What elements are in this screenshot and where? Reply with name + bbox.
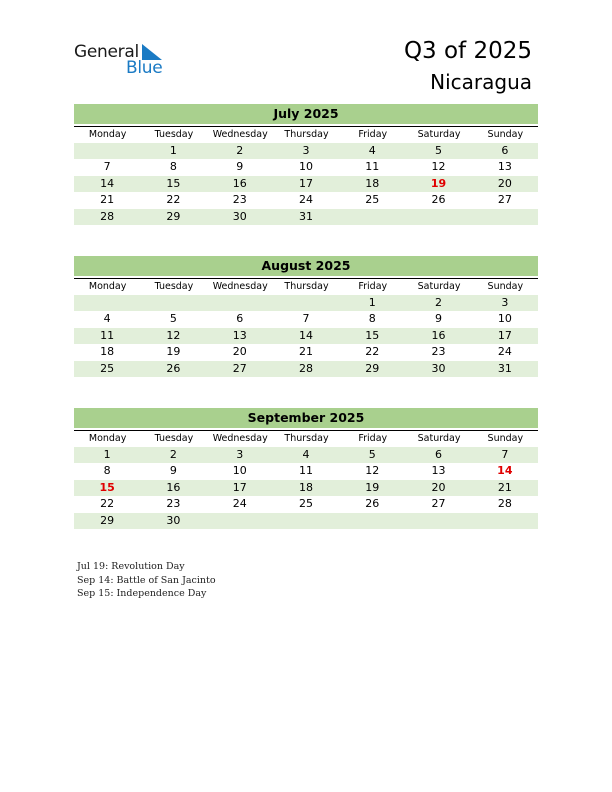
day-cell: 22: [166, 193, 181, 207]
day-cell: 2: [435, 296, 443, 309]
day-cell: 12: [166, 328, 181, 342]
weekday-label: Friday: [339, 431, 405, 447]
day-cell: 8: [103, 464, 111, 478]
week-row: [74, 447, 538, 463]
day-cell: 7: [302, 312, 310, 326]
week-row: [74, 159, 538, 175]
week-row: [74, 496, 538, 512]
day-cell: [207, 295, 273, 311]
holiday-day-cell: 19: [430, 176, 447, 190]
day-cell: 24: [298, 193, 313, 207]
day-cell: 11: [365, 160, 380, 174]
day-cell: [207, 513, 273, 529]
day-cell: 14: [100, 176, 115, 190]
day-cell: 18: [298, 480, 313, 494]
week-row: [74, 328, 538, 344]
day-cell: 13: [497, 160, 512, 174]
day-cell: 23: [166, 497, 181, 511]
day-cell: [472, 513, 538, 529]
day-cell: 17: [497, 328, 512, 342]
day-cell: [405, 209, 471, 225]
day-cell: 29: [365, 361, 380, 375]
month-title: July 2025: [74, 104, 538, 124]
day-cell: 6: [501, 144, 509, 157]
day-cell: [74, 143, 140, 159]
weekday-label: Sunday: [472, 279, 538, 295]
weekday-label: Tuesday: [140, 431, 206, 447]
day-cell: 21: [100, 193, 115, 207]
day-cell: [339, 209, 405, 225]
day-cell: 5: [169, 312, 177, 326]
day-cell: 24: [497, 345, 512, 359]
day-cell: 28: [100, 209, 115, 223]
day-cell: 30: [431, 361, 446, 375]
day-cell: 4: [368, 144, 376, 157]
month-title: August 2025: [74, 256, 538, 276]
day-cell: [472, 209, 538, 225]
day-cell: [140, 295, 206, 311]
day-cell: 11: [298, 464, 313, 478]
weekday-label: Wednesday: [207, 127, 273, 143]
day-cell: 23: [232, 193, 247, 207]
day-cell: 4: [302, 448, 310, 461]
week-row: [74, 344, 538, 360]
day-cell: 19: [166, 345, 181, 359]
logo-general: General: [74, 42, 139, 62]
day-cell: 1: [169, 144, 177, 157]
day-cell: 7: [103, 160, 111, 174]
holiday-day-cell: 14: [497, 464, 513, 478]
day-cell: 16: [431, 328, 446, 342]
day-cell: 26: [431, 193, 446, 207]
weekday-header: [74, 278, 538, 295]
holiday-note: Jul 19: Revolution Day: [77, 561, 185, 572]
month-title: September 2025: [74, 408, 538, 428]
day-cell: 20: [232, 345, 247, 359]
weekday-label: Friday: [339, 127, 405, 143]
day-cell: 10: [232, 464, 247, 478]
weekday-label: Thursday: [273, 279, 339, 295]
day-cell: 3: [302, 144, 310, 157]
day-cell: 12: [431, 160, 446, 174]
weekday-label: Monday: [74, 127, 140, 143]
holiday-note: Sep 15: Independence Day: [77, 588, 207, 599]
holiday-notes: [77, 560, 216, 601]
weekday-label: Saturday: [405, 279, 471, 295]
weekday-label: Tuesday: [140, 279, 206, 295]
day-cell: 10: [298, 160, 313, 174]
day-cell: 26: [166, 361, 181, 375]
weekday-label: Thursday: [273, 431, 339, 447]
day-cell: 6: [236, 312, 244, 326]
page-title: Q3 of 2025: [403, 38, 532, 64]
day-cell: 18: [365, 176, 380, 190]
day-cell: 16: [166, 480, 181, 494]
weekday-label: Sunday: [472, 127, 538, 143]
day-cell: [74, 295, 140, 311]
day-cell: 6: [435, 448, 443, 461]
day-cell: 13: [431, 464, 446, 478]
day-cell: 20: [497, 176, 512, 190]
day-cell: [339, 513, 405, 529]
day-cell: 5: [435, 144, 443, 157]
weekday-header: [74, 126, 538, 143]
day-cell: 22: [365, 345, 380, 359]
day-cell: 9: [236, 160, 244, 174]
week-row: [74, 176, 538, 192]
weekday-label: Wednesday: [207, 279, 273, 295]
country-name: Nicaragua: [430, 70, 532, 94]
day-cell: 15: [365, 328, 380, 342]
day-cell: 8: [169, 160, 177, 174]
day-cell: 24: [232, 497, 247, 511]
week-row: [74, 361, 538, 377]
day-cell: 13: [232, 328, 247, 342]
week-row: [74, 480, 538, 496]
week-row: [74, 463, 538, 479]
day-cell: 1: [368, 296, 376, 309]
day-cell: 31: [497, 361, 512, 375]
day-cell: 27: [497, 193, 512, 207]
day-cell: 21: [298, 345, 313, 359]
day-cell: 15: [166, 176, 181, 190]
day-cell: 11: [100, 328, 115, 342]
day-cell: 1: [103, 448, 111, 461]
day-cell: 25: [100, 361, 115, 375]
week-row: [74, 209, 538, 225]
weekday-label: Monday: [74, 431, 140, 447]
day-cell: [273, 513, 339, 529]
holiday-note: Sep 14: Battle of San Jacinto: [77, 574, 216, 586]
day-cell: 26: [365, 497, 380, 511]
weekday-header: [74, 430, 538, 447]
day-cell: 31: [298, 209, 313, 223]
week-row: [74, 192, 538, 208]
day-cell: 27: [232, 361, 247, 375]
weekday-label: Monday: [74, 279, 140, 295]
day-cell: 25: [298, 497, 313, 511]
day-cell: 3: [501, 296, 509, 309]
day-cell: 10: [497, 312, 512, 326]
day-cell: 12: [365, 464, 380, 478]
day-cell: 29: [166, 209, 181, 223]
day-cell: 28: [298, 361, 313, 375]
day-cell: 22: [100, 497, 115, 511]
day-cell: 20: [431, 480, 446, 494]
day-cell: 17: [232, 480, 247, 494]
day-cell: 27: [431, 497, 446, 511]
day-cell: 30: [166, 513, 181, 527]
day-cell: 17: [298, 176, 313, 190]
day-cell: 2: [236, 144, 244, 157]
week-row: [74, 143, 538, 159]
day-cell: 2: [169, 448, 177, 461]
day-cell: 4: [103, 312, 111, 326]
day-cell: 9: [435, 312, 443, 326]
day-cell: 28: [497, 497, 512, 511]
day-cell: 16: [232, 176, 247, 190]
day-cell: 9: [169, 464, 177, 478]
week-row: [74, 311, 538, 327]
holiday-day-cell: 15: [99, 480, 115, 494]
day-cell: 21: [497, 480, 512, 494]
day-cell: 25: [365, 193, 380, 207]
weekday-label: Wednesday: [207, 431, 273, 447]
day-cell: 7: [501, 448, 509, 461]
week-row: [74, 513, 538, 529]
week-row: [74, 295, 538, 311]
day-cell: 30: [232, 209, 247, 223]
day-cell: 8: [368, 312, 376, 326]
day-cell: [273, 295, 339, 311]
day-cell: 14: [298, 328, 313, 342]
weekday-label: Sunday: [472, 431, 538, 447]
logo-blue: Blue: [126, 58, 163, 78]
day-cell: [405, 513, 471, 529]
day-cell: 3: [236, 448, 244, 461]
day-cell: 29: [100, 513, 115, 527]
day-cell: 5: [368, 448, 376, 461]
month-calendar: [74, 256, 538, 377]
day-cell: 19: [365, 480, 380, 494]
day-cell: 18: [100, 345, 115, 359]
weekday-label: Friday: [339, 279, 405, 295]
month-calendar: [74, 104, 538, 225]
weekday-label: Saturday: [405, 431, 471, 447]
weekday-label: Tuesday: [140, 127, 206, 143]
day-cell: 23: [431, 345, 446, 359]
month-calendar: [74, 408, 538, 529]
weekday-label: Thursday: [273, 127, 339, 143]
weekday-label: Saturday: [405, 127, 471, 143]
